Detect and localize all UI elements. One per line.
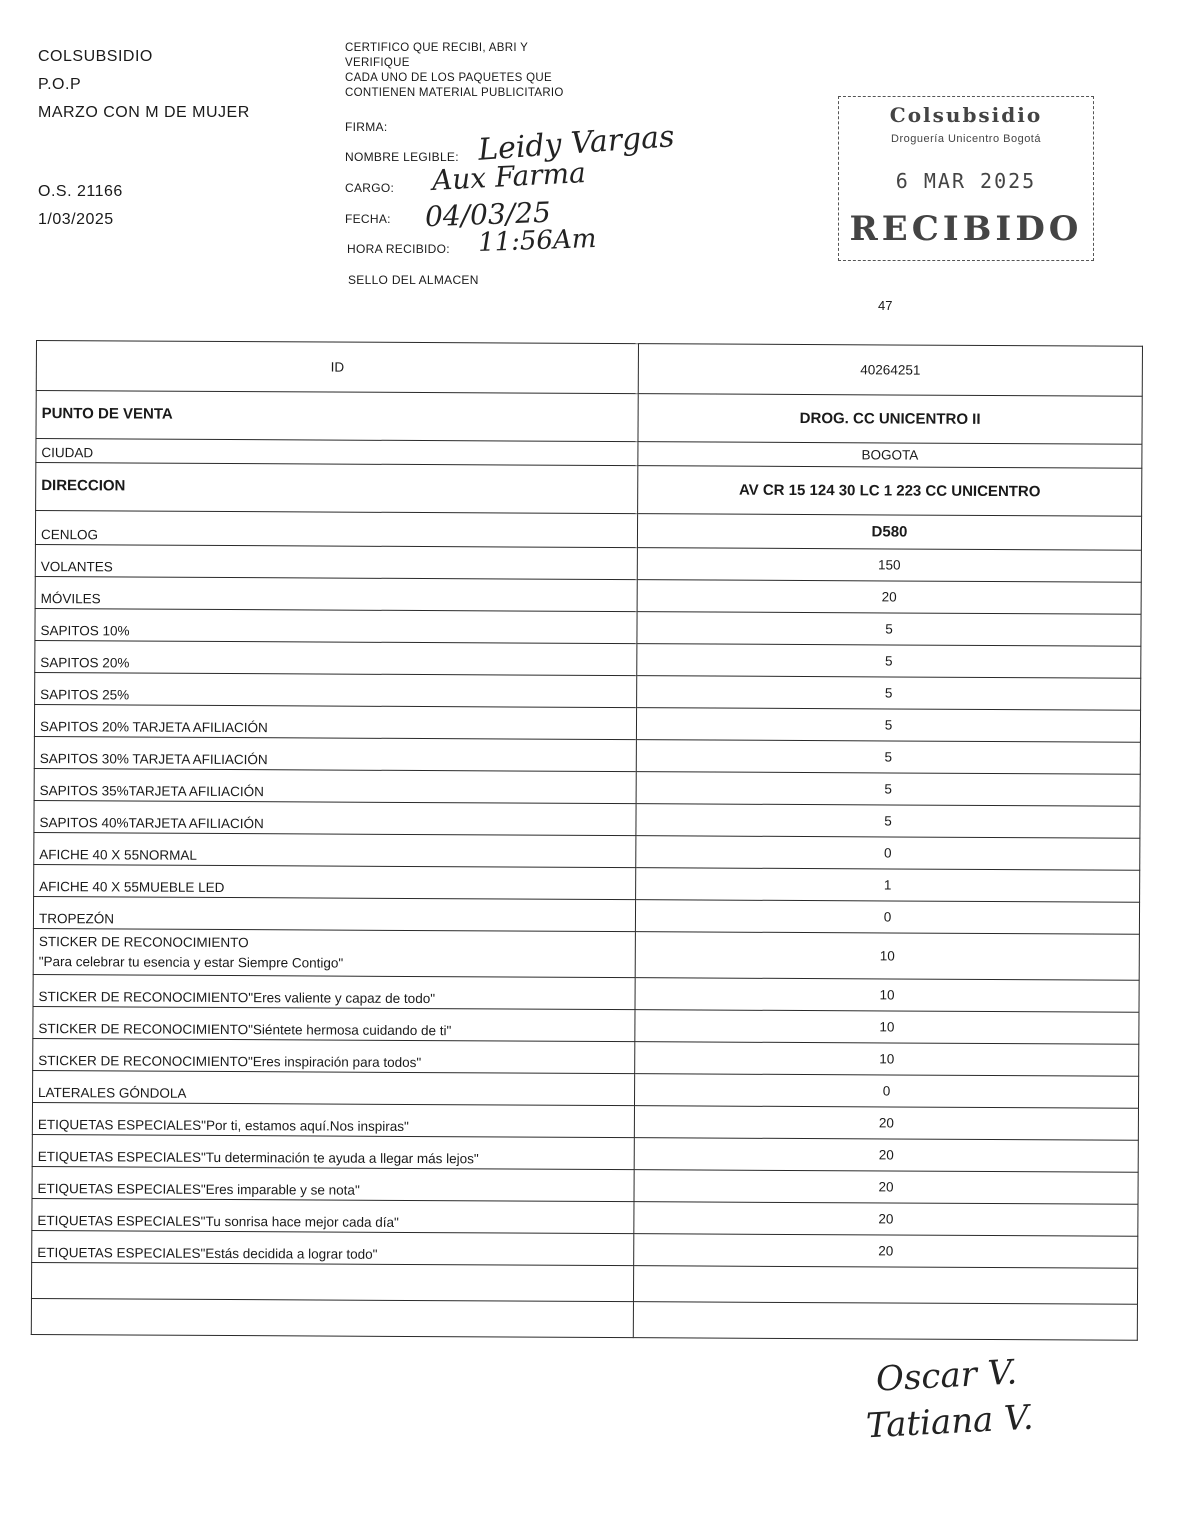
- row-value: 20: [634, 1138, 1138, 1173]
- row-value: 5: [636, 804, 1140, 839]
- signature-1: Oscar V.: [875, 1352, 1019, 1400]
- row-value: 20: [634, 1170, 1138, 1205]
- row-label: AFICHE 40 X 55NORMAL: [34, 832, 636, 867]
- row-value: D580: [637, 514, 1141, 551]
- row-value: 5: [637, 612, 1141, 647]
- row-label: CIUDAD: [36, 439, 638, 466]
- row-label: TROPEZÓN: [33, 896, 635, 931]
- row-label: LATERALES GÓNDOLA: [33, 1070, 635, 1105]
- table-row: [36, 463, 1142, 517]
- received-stamp: [838, 96, 1094, 261]
- row-value: AV CR 15 124 30 LC 1 223 CC UNICENTRO: [638, 466, 1142, 517]
- fecha-value: 04/03/25: [424, 195, 552, 234]
- stamp-date: 6 MAR 2025: [895, 169, 1037, 193]
- row-value: 0: [634, 1074, 1138, 1109]
- row-value: 1: [636, 868, 1140, 903]
- row-label: SAPITOS 25%: [35, 672, 637, 707]
- table-row: [35, 511, 1141, 551]
- empty-cell: [31, 1262, 633, 1301]
- row-label: PUNTO DE VENTA: [36, 391, 638, 442]
- row-label: STICKER DE RECONOCIMIENTO"Siéntete hermosa cuidando de ti": [33, 1006, 635, 1041]
- signature-2: Tatiana V.: [865, 1397, 1035, 1447]
- row-label: SAPITOS 20% TARJETA AFILIACIÓN: [34, 704, 636, 739]
- row-label: SAPITOS 10%: [35, 608, 637, 643]
- service-order: O.S. 21166: [38, 183, 123, 200]
- row-value: DROG. CC UNICENTRO II: [638, 394, 1142, 445]
- table-row: [33, 928, 1139, 980]
- certificate-line-1: CERTIFICO QUE RECIBI, ABRI Y: [345, 42, 529, 54]
- row-label: ETIQUETAS ESPECIALES"Tu determinación te ayuda a llegar más lejos": [32, 1134, 634, 1169]
- row-label: DIRECCION: [36, 463, 638, 514]
- row-value: 20: [634, 1234, 1138, 1269]
- row-label: STICKER DE RECONOCIMIENTO"Eres valiente y capaz de todo": [33, 974, 635, 1009]
- row-label: SAPITOS 35%TARJETA AFILIACIÓN: [34, 768, 636, 803]
- row-value: 10: [635, 932, 1139, 981]
- row-label: MÓVILES: [35, 576, 637, 611]
- row-value: 5: [637, 676, 1141, 711]
- row-label: CENLOG: [35, 511, 637, 548]
- stamp-branch: Droguería Unicentro Bogotá: [891, 133, 1041, 145]
- row-value: 10: [635, 1042, 1139, 1077]
- row-label: ETIQUETAS ESPECIALES"Por ti, estamos aquí.Nos inspiras": [32, 1102, 634, 1137]
- fecha-label: FECHA:: [345, 212, 391, 226]
- row-label: VOLANTES: [35, 544, 637, 579]
- row-value: 0: [636, 836, 1140, 871]
- row-label: ETIQUETAS ESPECIALES"Estás decidida a lograr todo": [32, 1230, 634, 1265]
- row-value: 20: [637, 580, 1141, 615]
- company-name: COLSUBSIDIO: [38, 48, 153, 65]
- material-table: [31, 340, 1143, 1341]
- row-label: STICKER DE RECONOCIMIENTO"Eres inspiración para todos": [33, 1038, 635, 1073]
- certificate-line-2: VERIFIQUE: [345, 57, 410, 69]
- firma-label: FIRMA:: [345, 120, 388, 134]
- row-label: [33, 928, 635, 977]
- row-label: ETIQUETAS ESPECIALES"Eres imparable y se nota": [32, 1166, 634, 1201]
- cargo-value: Aux Farma: [431, 155, 587, 198]
- hora-value: 11:56Am: [477, 223, 597, 259]
- nombre-value: Leidy Vargas: [477, 119, 676, 168]
- row-value: 5: [637, 644, 1141, 679]
- row-label: SAPITOS 30% TARJETA AFILIACIÓN: [34, 736, 636, 771]
- row-value: 5: [636, 740, 1140, 775]
- row-value: 150: [637, 548, 1141, 583]
- table-row-empty: [31, 1262, 1137, 1304]
- document-date: 1/03/2025: [38, 211, 114, 228]
- row-label: SAPITOS 20%: [35, 640, 637, 675]
- row-value: 0: [635, 900, 1139, 935]
- certificate-text: [345, 41, 564, 101]
- stamp-brand: Colsubsidio: [889, 103, 1043, 127]
- row-label-line-2: "Para celebrar tu esencia y estar Siempre Contigo": [38, 954, 344, 971]
- row-value: 20: [634, 1106, 1138, 1141]
- hora-label: HORA RECIBIDO:: [347, 242, 450, 256]
- row-label-line-1: STICKER DE RECONOCIMIENTO: [38, 934, 249, 951]
- row-label: SAPITOS 40%TARJETA AFILIACIÓN: [34, 800, 636, 835]
- id-label: ID: [36, 341, 638, 394]
- campaign-name: MARZO CON M DE MUJER: [38, 104, 250, 121]
- document-type: P.O.P: [38, 76, 82, 93]
- cargo-label: CARGO:: [345, 181, 395, 195]
- row-value: 5: [636, 772, 1140, 807]
- id-value: 40264251: [638, 344, 1142, 397]
- row-label: AFICHE 40 X 55MUEBLE LED: [34, 864, 636, 899]
- certificate-line-4: CONTIENEN MATERIAL PUBLICITARIO: [345, 87, 564, 99]
- empty-cell: [633, 1266, 1137, 1305]
- certificate-line-3: CADA UNO DE LOS PAQUETES QUE: [345, 72, 552, 84]
- empty-cell: [31, 1298, 633, 1337]
- stamp-received: RECIBIDO: [849, 209, 1083, 249]
- table-row: [36, 391, 1142, 445]
- row-value: 10: [635, 978, 1139, 1013]
- table-row: [36, 341, 1142, 397]
- empty-cell: [633, 1302, 1137, 1341]
- row-value: 20: [634, 1202, 1138, 1237]
- row-value: 10: [635, 1010, 1139, 1045]
- row-value: BOGOTA: [638, 442, 1142, 469]
- row-label: ETIQUETAS ESPECIALES"Tu sonrisa hace mejor cada día": [32, 1198, 634, 1233]
- sello-label: SELLO DEL ALMACEN: [348, 273, 479, 287]
- page-number: 47: [878, 298, 893, 313]
- nombre-label: NOMBRE LEGIBLE:: [345, 150, 459, 164]
- table-row-empty: [31, 1298, 1137, 1340]
- row-value: 5: [636, 708, 1140, 743]
